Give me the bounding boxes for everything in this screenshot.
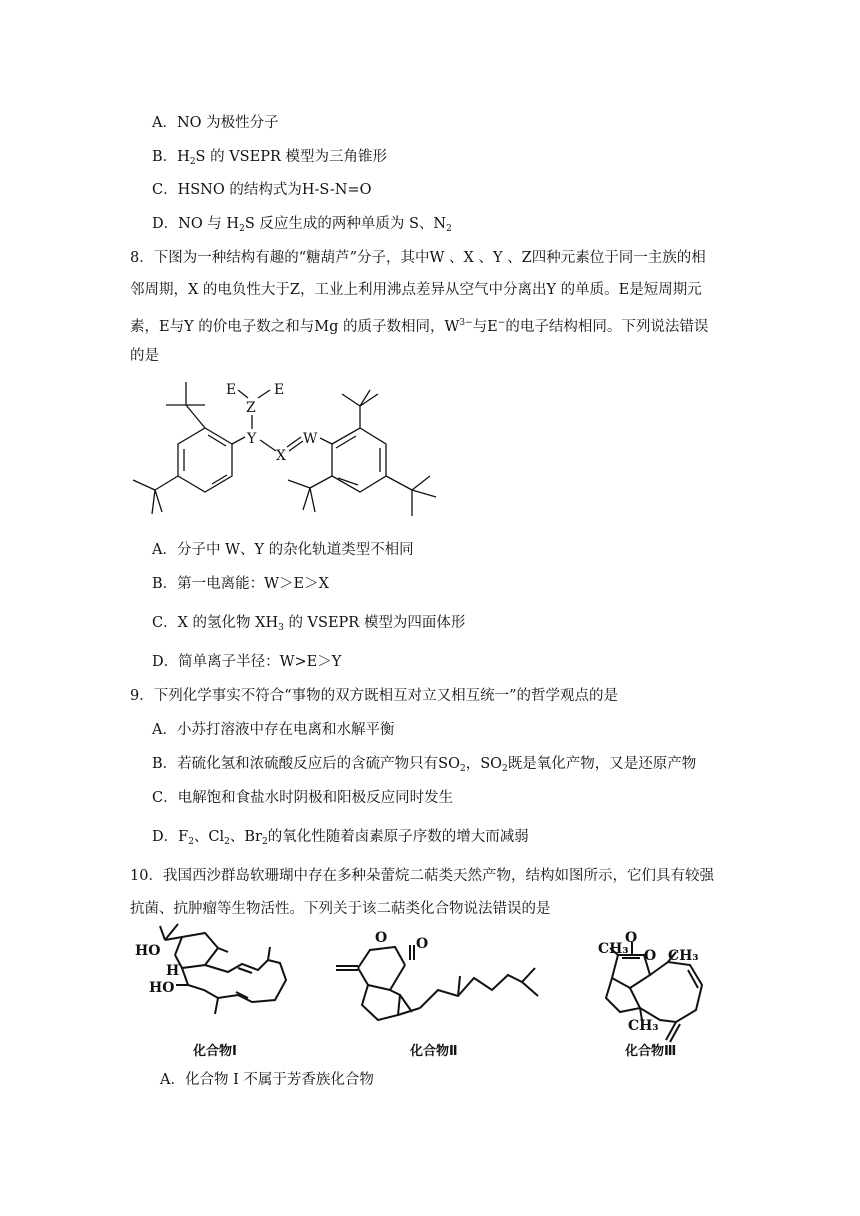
- atom-e-right: E: [274, 382, 285, 398]
- label-ch3-a: CH₃: [598, 941, 629, 957]
- q9-option-b: B．若硫化氢和浓硫酸反应后的含硫产物只有$SO_2$，$SO_2$既是氧化产物，又是还原产物: [152, 756, 697, 774]
- q7-option-d: D．NO 与 $H_2S$ 反应生成的两种单质为 S、$N_2$: [152, 216, 452, 234]
- label-ch3-c: CH₃: [628, 1018, 659, 1034]
- label-ch3-b: CH₃: [668, 948, 699, 964]
- atom-e-left: E: [226, 382, 237, 398]
- q8-option-d: D．简单离子半径：W>E＞Y: [152, 654, 342, 670]
- label-ho-2: HO: [149, 980, 175, 996]
- q8-stem-line-4: 的是: [130, 348, 159, 364]
- label-o-ring: O: [375, 930, 388, 946]
- atom-y: Y: [247, 431, 257, 447]
- q9-option-a: A．小苏打溶液中存在电离和水解平衡: [152, 722, 395, 738]
- q9-option-c: C．电解饱和食盐水时阴极和阳极反应同时发生: [152, 790, 454, 806]
- caption-compound-3: 化合物Ⅲ: [625, 1044, 677, 1059]
- q10-stem-line-2: 抗菌、抗肿瘤等生物活性。下列关于该二萜类化合物说法错误的是: [130, 901, 551, 917]
- label-o-carbonyl: O: [416, 936, 429, 952]
- caption-compound-2: 化合物Ⅱ: [410, 1044, 458, 1059]
- q8-stem-line-1: 8．下图为一种结构有趣的“糖葫芦”分子，其中W 、X 、Y 、Z四种元素位于同一主族的相: [130, 250, 706, 266]
- q7-option-a: A．NO 为极性分子: [152, 115, 279, 131]
- label-o-ring-iii: O: [644, 948, 657, 964]
- q8-option-c: C．X 的氢化物 $XH_3$ 的 VSEPR 模型为四面体形: [152, 615, 466, 633]
- label-h: H: [166, 963, 180, 979]
- q8-stem-line-3: 素，E与Y 的价电子数之和与Mg 的质子数相同，$W^{3-}$与E−的电子结构相同。下列说法错误: [130, 318, 709, 335]
- q8-option-b: B．第一电离能：W＞E＞X: [152, 576, 329, 592]
- q10-option-a: A．化合物 I 不属于芳香族化合物: [160, 1072, 374, 1088]
- q9-option-d: D．$F_2$、$Cl_2$、$Br_2$的氧化性随着卤素原子序数的增大而减弱: [152, 829, 529, 847]
- q7-option-c: C．HSNO 的结构式为H-S-N=O: [152, 182, 372, 198]
- q8-option-a: A．分子中 W、Y 的杂化轨道类型不相同: [152, 542, 414, 558]
- q7-option-b: B．$H_2S$ 的 VSEPR 模型为三角锥形: [152, 149, 387, 167]
- caption-compound-1: 化合物Ⅰ: [193, 1044, 237, 1059]
- atom-x: X: [276, 448, 286, 464]
- q8-stem-line-2: 邻周期，X 的电负性大于Z，工业上利用沸点差异从空气中分离出Y 的单质。E是短周期元: [130, 282, 702, 298]
- label-o-carbonyl-iii: O: [625, 930, 638, 946]
- atom-z: Z: [246, 400, 256, 416]
- q10-stem-line-1: 10．我国西沙群岛软珊瑚中存在多种朵蕾烷二萜类天然产物，结构如图所示，它们具有较强: [130, 868, 714, 884]
- atom-w: W: [303, 431, 318, 447]
- q9-stem: 9．下列化学事实不符合“事物的双方既相互对立又相互统一”的哲学观点的是: [130, 688, 619, 704]
- label-ho-1: HO: [135, 943, 161, 959]
